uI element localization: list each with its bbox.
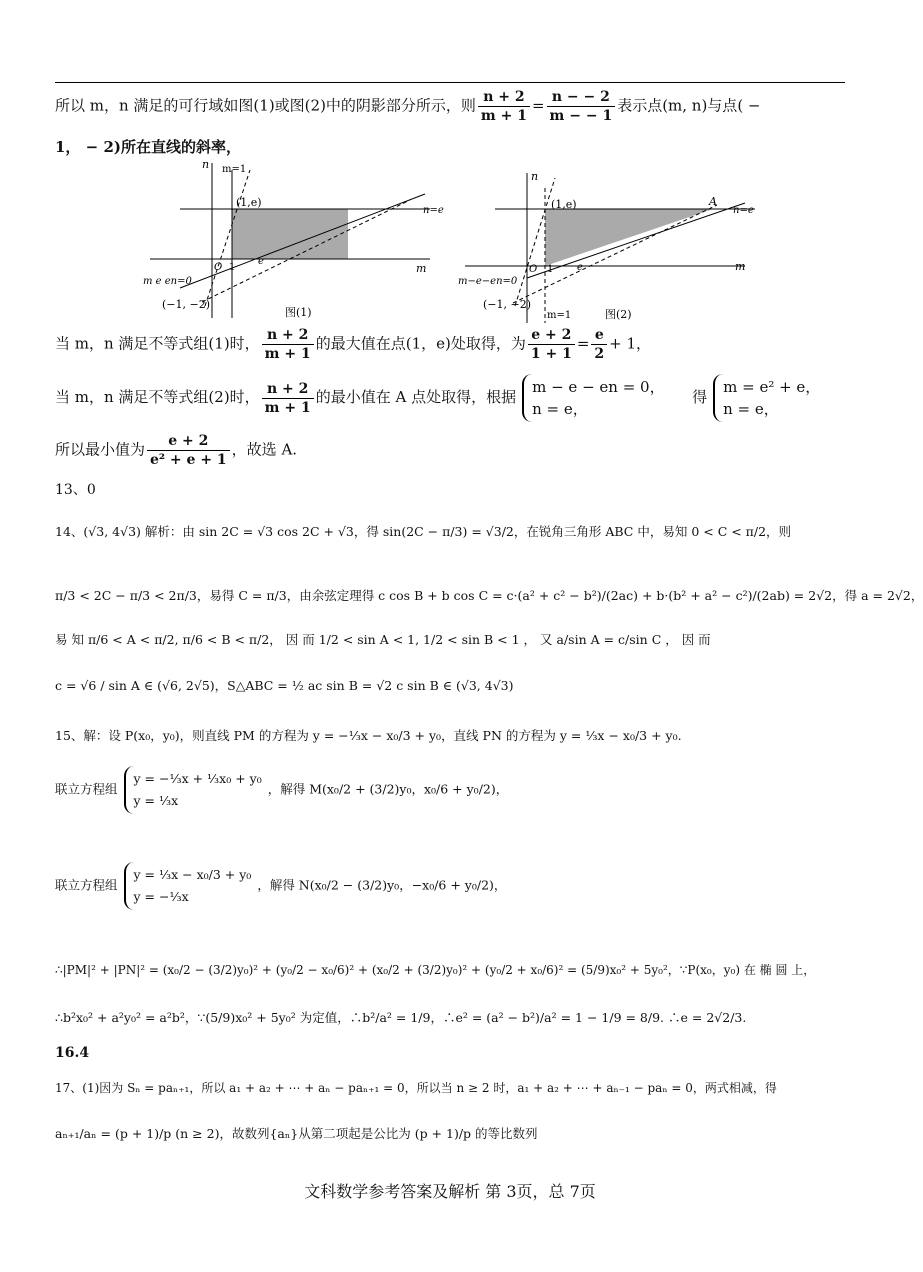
label-point-p: (−1, −2)	[483, 298, 532, 311]
case1-line: 当 m，n 满足不等式组(1)时， $\frac{n + 2}{m + 1}$ 的最大值在点(1，e)处取得，为 $\frac{e + 2}{1 + 1}$ = $\frac{e}{2}$ + 1，	[55, 327, 652, 362]
label-e: e	[577, 262, 583, 273]
figure-caption: 图(2)	[605, 308, 632, 321]
q13-answer: 13、0	[55, 482, 96, 498]
min-line: 所以最小值为 $\frac{e + 2}{\text{e² + e + 1}}$ ，故选 A.	[55, 433, 298, 468]
feasible-region	[232, 209, 348, 259]
equation-system: y = ⅓x − x₀/3 + y₀ y = −⅓x	[124, 862, 252, 910]
fraction: $\frac{n + 2}{m + 1}$	[262, 380, 314, 417]
label-m1: m=1	[547, 310, 572, 321]
equation-system: y = −⅓x + ⅓x₀ + y₀ y = ⅓x	[124, 766, 262, 814]
label-n: n	[202, 158, 210, 171]
label-ne: n=e	[423, 205, 444, 216]
q14-line-2: π/3 < 2C − π/3 < 2π/3，易得 C = π/3，由余弦定理得 c cos B + b cos C = c·(a² + c² − b²)/(2ac) + b·(b² + a² − c²)/(2ab) = 2√2，得 a = 2√2，	[55, 588, 923, 603]
label-m: m	[735, 260, 746, 273]
intro-line-1: 所以 m，n 满足的可行域如图(1)或图(2)中的阴影部分所示，则 $\frac{n + 2}{m + 1}$ = $\frac{n - - 2}{m - - 1}$ 表示点(m, n)与点( −	[55, 89, 761, 124]
fraction: $\frac{e}{2}$	[591, 326, 607, 363]
label-e: e	[258, 256, 264, 267]
label-one: 1	[547, 264, 554, 275]
label-line: m e en=0	[143, 276, 192, 287]
label-one: 1	[229, 262, 236, 273]
line-m-e-en	[180, 194, 425, 288]
fraction: $\frac{e + 2}{1 + 1}$	[528, 326, 575, 363]
label-point: (1,e)	[551, 198, 577, 211]
label-a: A	[709, 195, 717, 208]
feasible-region	[545, 209, 713, 266]
figure-1	[140, 158, 444, 323]
label-point: (1,e)	[236, 196, 262, 209]
q17-line-2: aₙ₊₁/aₙ = (p + 1)/p (n ≥ 2)，故数列{aₙ}从第二项起是公比为 (p + 1)/p 的等比数列	[55, 1126, 538, 1141]
figure-caption: 图(1)	[285, 306, 312, 319]
equation-system: m − e − en = 0， n = e，	[522, 374, 682, 422]
q17-line-1: 17、(1)因为 Sₙ = paₙ₊₁，所以 a₁ + a₂ + ⋯ + aₙ − paₙ₊₁ = 0，所以当 n ≥ 2 时，a₁ + a₂ + ⋯ + aₙ₋₁ − paₙ = 0，两式相减，得	[55, 1081, 777, 1095]
q14-line-4: c = √6 / sin A ∈ (√6, 2√5)，S△ABC = ½ ac sin B = √2 c sin B ∈ (√3, 4√3)	[55, 678, 514, 693]
header-rule	[55, 82, 845, 83]
q14-line-1: 14、(√3, 4√3) 解析：由 sin 2C = √3 cos 2C + √3，得 sin(2C − π/3) = √3/2，在锐角三角形 ABC 中，易知 0 < C < π/2，则	[55, 524, 792, 539]
label-m1: m=1	[222, 164, 247, 175]
label-line: m−e−en=0	[458, 276, 518, 287]
q16-answer: 16.4	[55, 1045, 90, 1061]
q15-system-1: 联立方程组 y = −⅓x + ⅓x₀ + y₀ y = ⅓x ，解得 M(x₀/2 + (3/2)y₀，x₀/6 + y₀/2)，	[55, 766, 508, 814]
case2-line: 当 m，n 满足不等式组(2)时， $\frac{n + 2}{m + 1}$ 的最小值在 A 点处取得，根据 m − e − en = 0， n = e， 得 m = e² + e， n = e，	[55, 374, 826, 422]
label-ne: n=e	[733, 205, 754, 216]
q15-system-2: 联立方程组 y = ⅓x − x₀/3 + y₀ y = −⅓x ，解得 N(x₀/2 − (3/2)y₀，−x₀/6 + y₀/2)，	[55, 862, 506, 910]
fraction: $\frac{n - - 2}{m - - 1}$	[547, 88, 616, 125]
equation-system: m = e² + e， n = e，	[713, 374, 820, 422]
label-n: n	[531, 170, 539, 183]
fraction: $\frac{n + 2}{m + 1}$	[478, 88, 530, 125]
intro-text: 所以 m，n 满足的可行域如图(1)或图(2)中的阴影部分所示，则	[55, 96, 476, 115]
fraction: $\frac{e + 2}{\text{e² + e + 1}}$	[147, 432, 230, 469]
label-origin: O	[214, 262, 223, 273]
q15-line-3: ∴b²x₀² + a²y₀² = a²b²，∵(5/9)x₀² + 5y₀² 为定值，∴b²/a² = 1/9，∴e² = (a² − b²)/a² = 1 − 1/9 = 8/9. ∴e = 2√2/3.	[55, 1010, 747, 1025]
fraction: $\frac{n + 2}{m + 1}$	[262, 326, 314, 363]
q15-line-2: ∴|PM|² + |PN|² = (x₀/2 − (3/2)y₀)² + (y₀/2 − x₀/6)² + (x₀/2 + (3/2)y₀)² + (y₀/2 + x₀/6)² = (5/9)x₀² + 5y₀²，∵P(x₀，y₀) 在 椭 圆 上，	[55, 963, 816, 977]
label-m: m	[416, 262, 427, 275]
page-footer: 文科数学参考答案及解析 第 3页，总 7页	[304, 1182, 596, 1201]
q15-line-1: 15、解：设 P(x₀，y₀)，则直线 PM 的方程为 y = −⅓x − x₀/3 + y₀，直线 PN 的方程为 y = ⅓x − x₀/3 + y₀.	[55, 728, 682, 743]
label-point-p: (−1, −2)	[162, 298, 211, 311]
figure-2	[455, 168, 770, 328]
intro-line-2: 1， − 2)所在直线的斜率，	[55, 138, 241, 156]
label-origin: O	[529, 264, 538, 275]
q14-line-3: 易 知 π/6 < A < π/2, π/6 < B < π/2， 因 而 1/2 < sin A < 1, 1/2 < sin B < 1 ， 又 a/sin A = c/sin C ， 因 而	[55, 632, 711, 647]
